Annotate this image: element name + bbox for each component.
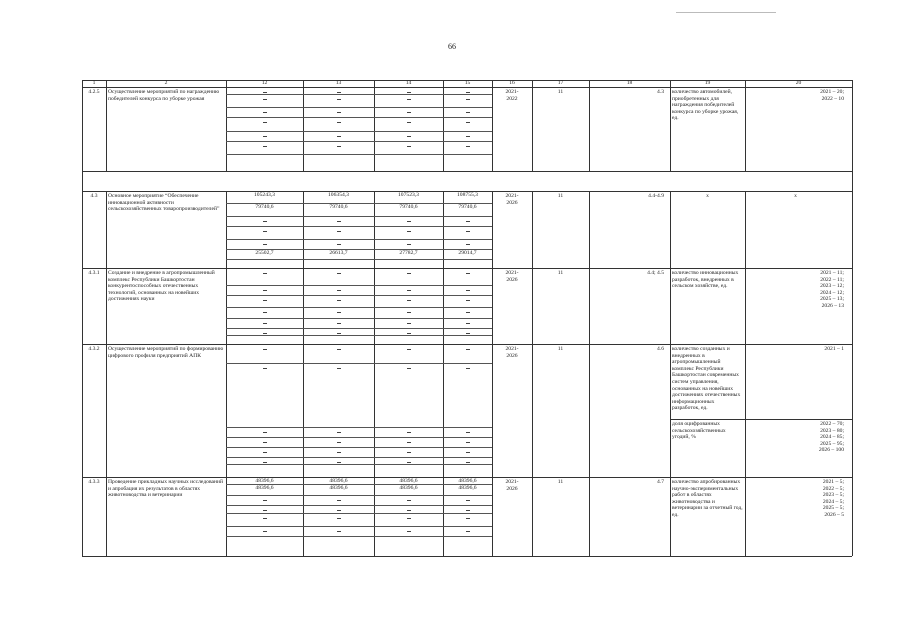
column-rule [374,191,375,556]
sub-row-rule [226,437,492,438]
empty-dash [337,231,341,232]
empty-dash [407,146,411,147]
col17-cell: 11 [557,89,564,95]
empty-dash [407,452,411,453]
empty-dash [337,273,341,274]
empty-dash [407,112,411,113]
col18-cell: 4.4; 4.5 [647,270,664,276]
column-rule [852,80,853,171]
empty-dash [407,122,411,123]
empty-dash [407,273,411,274]
col17-cell: 11 [557,193,564,199]
empty-dash [407,442,411,443]
sub-row-rule [226,363,492,364]
empty-dash [407,323,411,324]
text-line: 2026 [506,199,518,206]
header-cell: 2 [164,80,168,86]
value-cell: 48396,6 [399,485,418,491]
empty-dash [263,136,267,137]
text-line: 2025 – 95; [820,440,844,447]
table-bottom-border [82,556,852,557]
empty-dash [337,122,341,123]
header-cell: 1 [92,80,96,86]
header-cell: 18 [626,80,633,86]
sub-row-rule [226,328,492,329]
empty-dash [466,323,470,324]
column-rule [443,191,444,556]
indicator-name [672,193,743,200]
sub-row-rule [226,307,492,308]
col18-cell: 4.7 [657,479,664,485]
text-line: количество автомобилей, приобретенных для награждения победителей конкурса по уборке урожая, ед. [672,89,739,122]
sub-row-rule [226,505,492,506]
header-cell: 12 [261,80,268,86]
sub-row-rule [226,295,492,296]
empty-dash [466,312,470,313]
header-cell: 20 [795,80,802,86]
empty-dash [337,462,341,463]
header-cell: 19 [704,80,711,86]
period-cell [492,270,532,283]
empty-dash [407,231,411,232]
empty-dash [263,442,267,443]
col18-cell: 4.6 [657,346,664,352]
sub-row-rule [226,259,492,260]
empty-dash [466,122,470,123]
empty-dash [407,221,411,222]
empty-dash [407,92,411,93]
sub-row-rule [226,154,492,155]
empty-dash [263,99,267,100]
value-cell: 79740,6 [458,204,477,210]
text-line: 2026 – 100 [818,447,844,454]
value-cell: 79740,6 [329,204,348,210]
empty-dash [263,290,267,291]
sub-row-rule [226,226,492,227]
value-cell: 48396,6 [399,478,418,484]
col17-cell: 11 [557,346,564,352]
empty-dash [407,462,411,463]
row-id [82,346,106,353]
empty-dash [337,92,341,93]
column-rule [226,191,227,556]
header-cell: 17 [557,80,564,86]
row-id [82,270,106,277]
empty-dash [263,312,267,313]
value-cell: 108755,3 [457,192,478,198]
empty-dash [466,432,470,433]
empty-dash [337,452,341,453]
empty-dash [263,432,267,433]
text-line: 2021- [505,193,519,199]
value-cell: 25502,7 [255,250,274,256]
sub-row-rule [226,495,492,496]
empty-dash [337,136,341,137]
indicator-value [747,270,844,310]
empty-dash [466,518,470,519]
sub-row-rule [226,239,492,240]
section-border [82,171,852,172]
text-line: 2021 – 1 [824,346,844,352]
period-cell [492,346,532,359]
text-line: 2022 – 11; [820,276,844,283]
value-cell: 29014,7 [458,250,477,256]
text-line: количество апробированных научно-экспериментальных работ в областях животноводства и ветеринарии за отчетный год, ед. [672,479,743,518]
col17-cell: 11 [557,479,564,485]
text-line: 4.3.2 [88,346,100,352]
empty-dash [466,92,470,93]
empty-dash [337,333,341,334]
empty-dash [263,349,267,350]
text-line: 2022 – 10 [821,95,844,102]
empty-dash [263,510,267,511]
value-cell: 105243,3 [254,192,275,198]
sub-row-rule [226,526,492,527]
row-name [108,270,224,303]
empty-dash [407,333,411,334]
empty-dash [466,349,470,350]
empty-dash [407,136,411,137]
text-line: 2025 – 13; [820,296,844,303]
sub-row-rule [226,94,492,95]
program-table [82,80,852,556]
text-line: 2026 [506,276,518,283]
text-line: 4.3.3 [88,479,100,485]
indicator-value [747,346,844,353]
empty-dash [337,244,341,245]
value-cell: 26613,7 [329,250,348,256]
empty-dash [466,273,470,274]
empty-dash [337,290,341,291]
text-line: доля оцифрованных сельскохозяйственных угодий, % [672,421,726,441]
empty-dash [466,244,470,245]
row-name [108,479,224,499]
row-name [108,193,224,213]
row-name [108,346,224,359]
column-rule [303,191,304,556]
value-cell: 48396,6 [458,485,477,491]
text-line: х [706,193,709,199]
header-cell: 14 [405,80,412,86]
value-cell: 48396,6 [255,478,274,484]
text-line: 2026 – 5 [824,511,844,518]
empty-dash [466,99,470,100]
empty-dash [337,146,341,147]
empty-dash [263,333,267,334]
table-left-border [82,171,83,191]
text-line: 2022 – 70; [820,421,844,427]
empty-dash [466,333,470,334]
empty-dash [466,290,470,291]
empty-dash [407,99,411,100]
column-rule [852,191,853,556]
header-cell: 15 [464,80,471,86]
empty-dash [263,221,267,222]
sub-row-rule [226,216,492,217]
value-cell: 107523,3 [398,192,419,198]
empty-dash [407,531,411,532]
indicator-value [747,421,844,454]
indicator-value [747,89,844,102]
indicator-value [747,479,844,519]
empty-dash [263,122,267,123]
sub-row-rule [226,447,492,448]
empty-dash [407,290,411,291]
empty-dash [337,323,341,324]
value-cell: 27782,7 [399,250,418,256]
indicator-name [672,479,743,519]
empty-dash [263,300,267,301]
text-line: Осуществление мероприятий по награждению победителей конкурса по уборке урожая [108,89,220,102]
empty-dash [407,518,411,519]
column-rule [670,80,671,171]
text-line: 2026 [506,485,518,492]
col17-cell: 11 [557,270,564,276]
text-line: 2021- [505,479,519,485]
sub-row-rule [226,318,492,319]
column-rule [106,191,107,556]
text-line: Осуществление мероприятий по формированию цифрового профиля предприятий АПК [108,346,224,359]
text-line: 2021 – 5; [822,479,844,485]
value-cell: 106354,3 [328,192,349,198]
empty-dash [466,112,470,113]
empty-dash [337,112,341,113]
empty-dash [263,323,267,324]
period-cell [492,89,532,102]
text-line: 2023 – 12; [820,283,844,290]
empty-dash [337,442,341,443]
indicator-value [747,193,844,200]
empty-dash [466,442,470,443]
text-line: Проведение прикладных научных исследований и апробация их результатов в областях животноводства и ветеринарии [108,479,223,499]
indicator-name [672,421,743,441]
text-line: 2021 – 11; [820,270,844,276]
sub-row-rule [226,457,492,458]
text-line: 2022 [506,95,518,102]
empty-dash [466,146,470,147]
empty-dash [407,349,411,350]
text-line: 2021- [505,89,519,95]
sub-row-rule [226,131,492,132]
column-rule [745,80,746,171]
column-rule [82,191,83,556]
empty-dash [263,452,267,453]
empty-dash [466,500,470,501]
header-cell: 13 [335,80,342,86]
text-line: 2021- [505,270,519,276]
empty-dash [263,146,267,147]
text-line: 2021- [505,346,519,352]
table-right-border [852,171,853,191]
text-line: 2024 – 85; [820,434,844,441]
empty-dash [407,500,411,501]
empty-dash [407,368,411,369]
text-line: 2024 – 5; [822,498,844,505]
sub-row-rule [226,536,492,537]
empty-dash [407,432,411,433]
empty-dash [466,462,470,463]
empty-dash [337,312,341,313]
indicator-name [672,270,743,290]
empty-dash [263,244,267,245]
text-line: 2026 [506,352,518,359]
column-rule [492,191,493,556]
empty-dash [466,231,470,232]
sub-row-rule [226,117,492,118]
empty-dash [263,368,267,369]
column-rule [589,191,590,556]
header-bottom-border [82,87,852,88]
text-line: количество созданных и внедренных в агропромышленный комплекс Республики Башкортостан современных систем управления, основанных на новейших достижениях отечественных информационных разработок, ед. [672,346,741,412]
empty-dash [337,518,341,519]
column-rule [670,191,671,556]
text-line: 2023 – 80; [820,427,844,434]
page-number: 66 [448,42,456,51]
value-cell: 79740,6 [255,204,274,210]
empty-dash [263,518,267,519]
text-line: 4.3 [90,193,98,199]
empty-dash [263,531,267,532]
top-rule [676,12,776,13]
empty-dash [337,99,341,100]
sub-row-rule [226,464,492,465]
empty-dash [263,273,267,274]
value-cell: 48396,6 [255,485,274,491]
empty-dash [337,432,341,433]
empty-dash [337,510,341,511]
header-cell: 16 [509,80,515,86]
text-line: 2021 – 20; [820,89,844,95]
empty-dash [407,244,411,245]
value-cell: 48396,6 [329,485,348,491]
empty-dash [263,462,267,463]
column-rule [106,80,107,171]
row-id [82,89,106,96]
text-line: 4.3.1 [88,270,100,276]
text-line: 2025 – 5; [822,505,844,512]
row-id [82,193,106,200]
col18-cell: 4.3 [657,89,664,95]
period-cell [492,479,532,492]
value-cell: 48396,6 [329,478,348,484]
empty-dash [466,510,470,511]
column-rule [745,191,746,556]
row-name [108,89,224,102]
text-line: 2024 – 12; [820,289,844,296]
sub-row-rule [226,335,492,336]
empty-dash [337,531,341,532]
empty-dash [263,112,267,113]
section-border [82,268,852,269]
empty-dash [407,300,411,301]
text-line: 4.2.5 [88,89,100,95]
text-line: количество инновационных разработок, внедренных в сельском хозяйстве, ед. [672,270,739,290]
text-line: 2022 – 5; [822,485,844,492]
empty-dash [466,452,470,453]
column-rule [532,191,533,556]
empty-dash [263,231,267,232]
empty-dash [337,221,341,222]
indicator-split-rule [670,419,852,420]
sub-row-rule [226,513,492,514]
empty-dash [337,349,341,350]
empty-dash [466,368,470,369]
empty-dash [407,510,411,511]
text-line: 2023 – 5; [822,492,844,499]
indicator-name [672,346,743,412]
sub-row-rule [226,107,492,108]
text-line: Создание и внедрение в агропромышленный комплекс Республики Башкортостан конкурентоспособных отечественных технологий, основанных на новейших достижениях науки [108,270,215,303]
empty-dash [263,500,267,501]
sub-row-rule [226,141,492,142]
empty-dash [466,300,470,301]
empty-dash [466,221,470,222]
sub-row-rule [226,427,492,428]
sub-row-rule [226,285,492,286]
text-line: 2026 – 13 [821,302,844,309]
empty-dash [337,300,341,301]
text-line: Основное мероприятие “Обеспечение инновационной активности сельскохозяйственных товаропроизводителей” [108,193,220,213]
empty-dash [407,312,411,313]
empty-dash [337,500,341,501]
period-cell [492,193,532,206]
empty-dash [263,92,267,93]
value-cell: 48396,6 [458,478,477,484]
indicator-name [672,89,743,122]
empty-dash [337,368,341,369]
row-id [82,479,106,486]
empty-dash [466,136,470,137]
col18-cell: 4.4-4.9 [648,193,664,199]
empty-dash [466,531,470,532]
section-border [82,344,852,345]
text-line: х [794,193,797,199]
value-cell: 79740,6 [399,204,418,210]
